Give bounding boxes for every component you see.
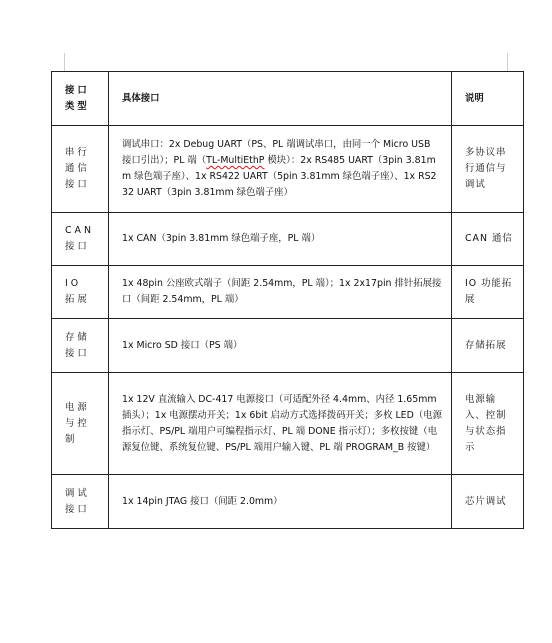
row-note-cell: 存储拓展 bbox=[452, 319, 524, 373]
row-type-cell: 存储接口 bbox=[52, 319, 109, 373]
table-row bbox=[52, 266, 524, 319]
spellcheck-underlined-text: TL-MultiEthP bbox=[206, 155, 265, 166]
row-type-cell: 串行通信接口 bbox=[52, 126, 109, 213]
row-type-cell: 调试接口 bbox=[52, 475, 109, 529]
table-row bbox=[52, 319, 524, 373]
row-spec-cell: 1x 12V 直流输入 DC-417 电源接口（可适配外径 4.4mm、内径 1.65mm 插头）；1x 电源摆动开关；1x 6bit 启动方式选择拨码开关；多枚 LED（电源指示灯、PS/PL 端用户可编程指示灯、PL 端 DONE 指示灯）；多枚按键（电源复位键、系统复位键、PS/PL 端用户输入键、PL 端 PROGRAM_B 按键） bbox=[109, 373, 452, 475]
row-note-cell: IO 功能拓展 bbox=[452, 266, 524, 319]
table-row bbox=[52, 373, 524, 475]
header-interface-type: 接口类型 bbox=[52, 72, 109, 126]
row-note-cell: 芯片调试 bbox=[452, 475, 524, 529]
row-note-cell: 电源输入、控制与状态指示 bbox=[452, 373, 524, 475]
row-spec-cell: 1x 48pin 公座欧式端子（间距 2.54mm，PL 端）；1x 2x17pin 排针拓展接口（间距 2.54mm，PL 端） bbox=[109, 266, 452, 319]
row-note-cell: CAN 通信 bbox=[452, 213, 524, 266]
page-corner-mark-right bbox=[507, 53, 508, 71]
row-spec-cell bbox=[109, 126, 452, 213]
row-note-cell: 多协议串行通信与调试 bbox=[452, 126, 524, 213]
header-specific-interface: 具体接口 bbox=[109, 72, 452, 126]
row-type-cell: CAN接口 bbox=[52, 213, 109, 266]
row-spec-text-cont: 模块）：2x RS485 UART（3pin 3.81mm 绿色端子座）、1x RS422 UART（5pin 3.81mm 绿色端子座）、1x RS232 UART（3pin 3.81mm 绿色端子座） bbox=[122, 155, 437, 198]
table-row bbox=[52, 213, 524, 266]
row-type-cell: 电源与控制 bbox=[52, 373, 109, 475]
table-row bbox=[52, 126, 524, 213]
row-spec-cell: 1x CAN（3pin 3.81mm 绿色端子座，PL 端） bbox=[109, 213, 452, 266]
interface-spec-table bbox=[51, 71, 524, 529]
row-spec-cell: 1x 14pin JTAG 接口（间距 2.0mm） bbox=[109, 475, 452, 529]
table-header-row bbox=[52, 72, 524, 126]
row-spec-text: 调试串口：2x Debug UART（PS、PL 端调试串口，由同一个 Micro USB 接口引出）；PL 端（ bbox=[122, 139, 431, 166]
row-spec-cell: 1x Micro SD 接口（PS 端） bbox=[109, 319, 452, 373]
header-description: 说明 bbox=[452, 72, 524, 126]
page-corner-mark-left bbox=[64, 53, 65, 71]
row-type-cell: IO 拓展 bbox=[52, 266, 109, 319]
table-row bbox=[52, 475, 524, 529]
